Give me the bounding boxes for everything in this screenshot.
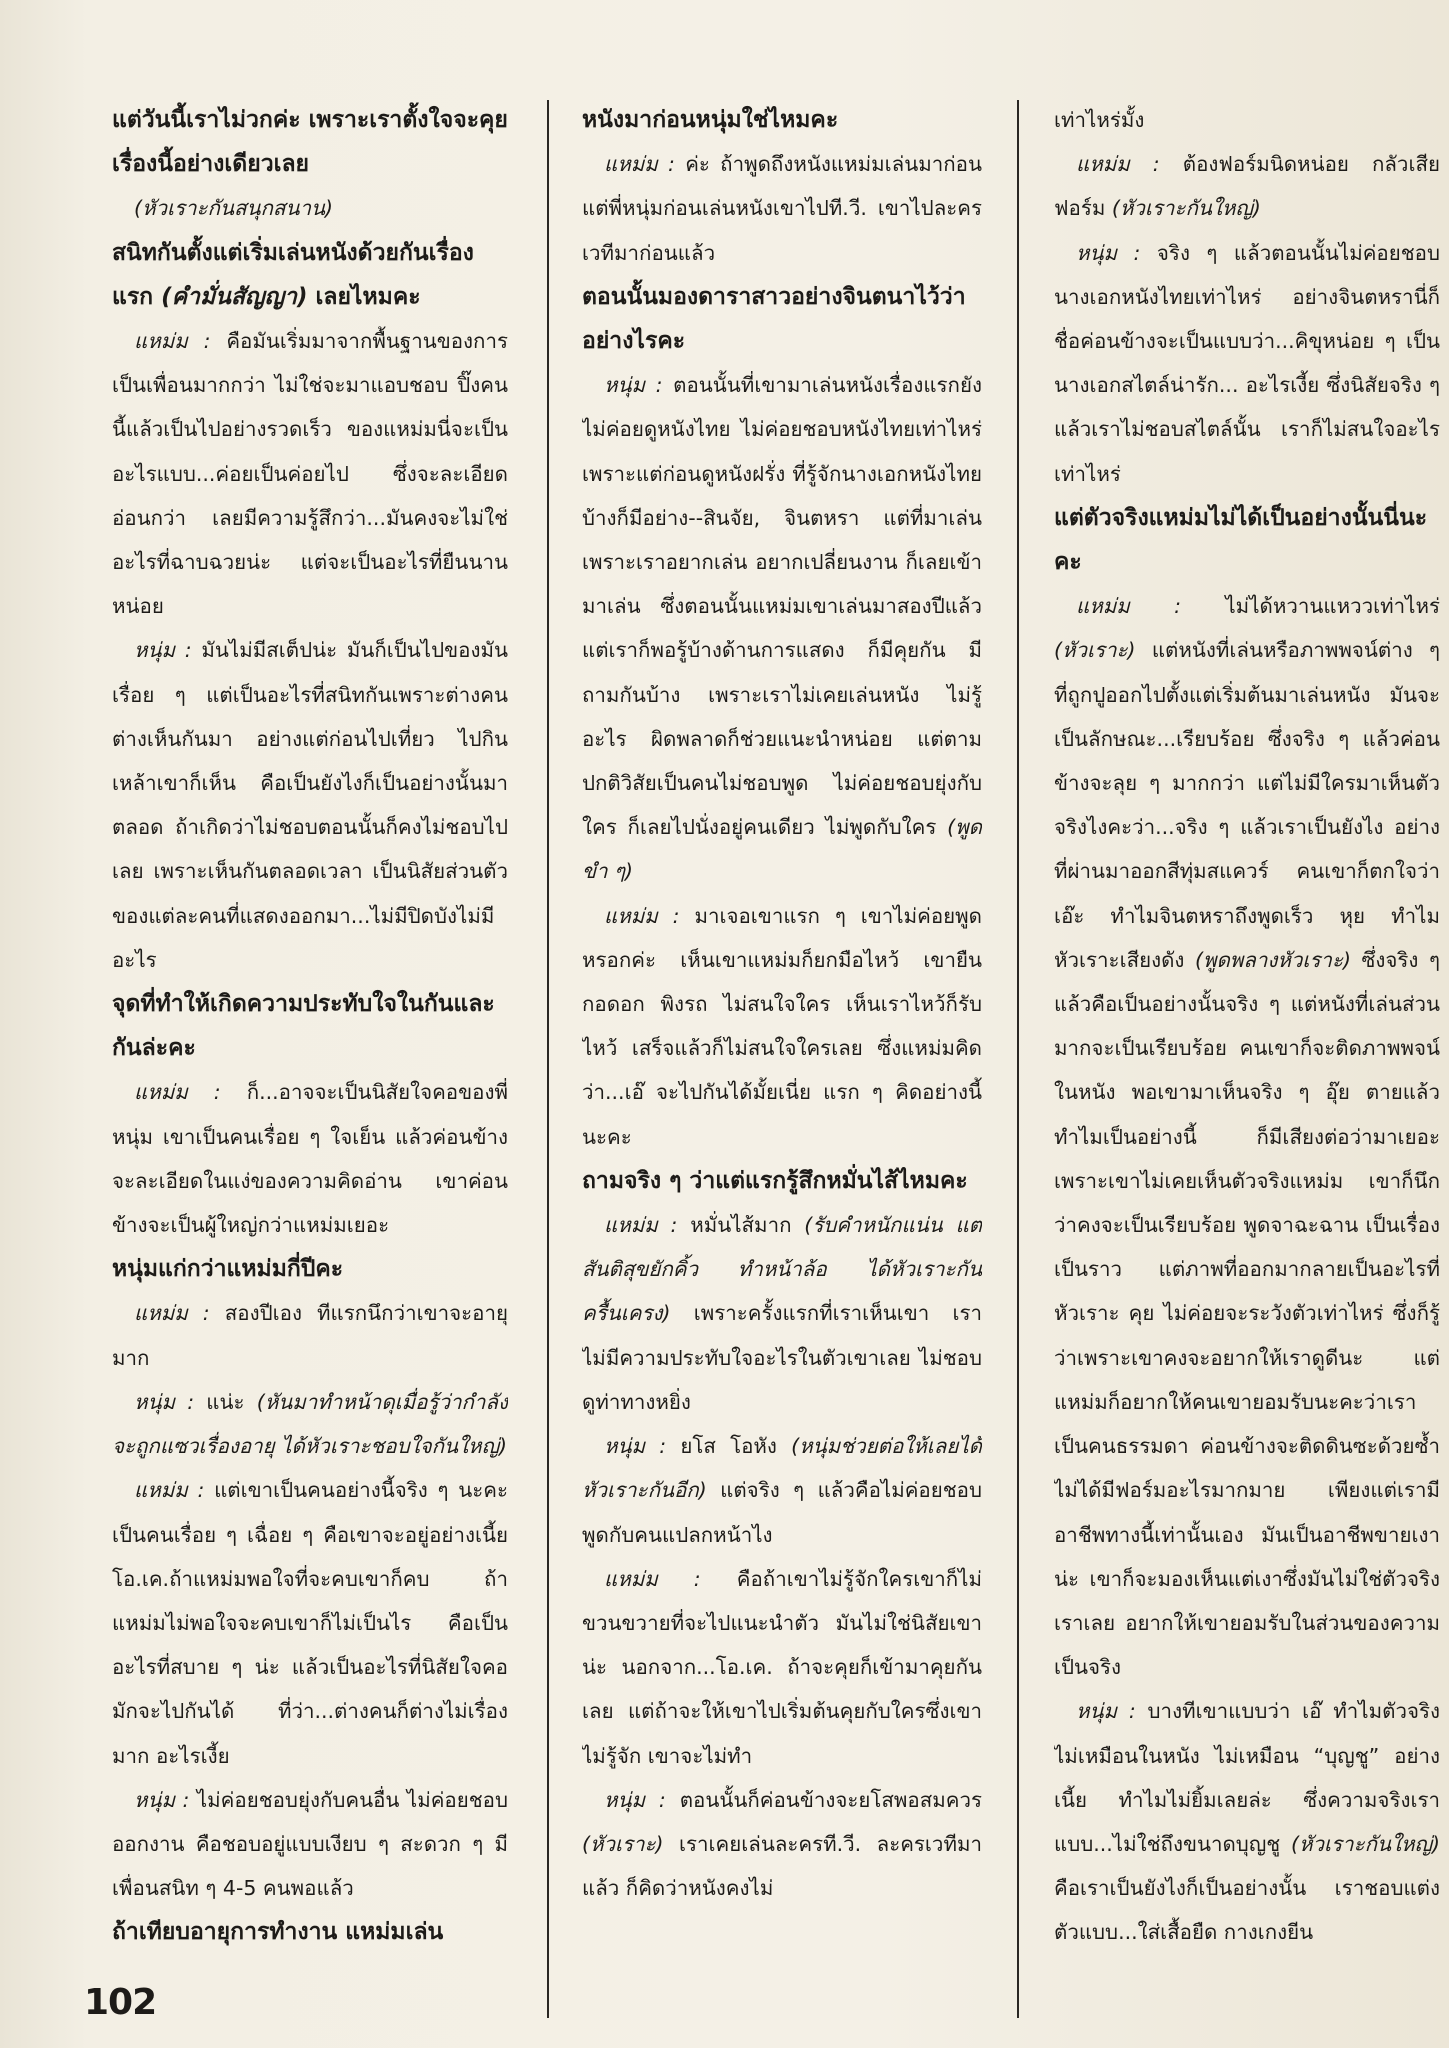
question-text: แต่ตัวจริงแหม่มไม่ได้เป็นอย่างนั้นนี่นะคะ [1054,504,1428,576]
interview-question [582,275,982,363]
interview-answer [112,1291,508,1379]
answer-text: หมั่นไส้มาก [690,1213,792,1238]
speaker-label: หนุ่ม : [134,1787,190,1812]
answer-text: ยโส โอหัง [680,1434,777,1459]
answer-text: ต้องฟอร์มนิดหน่อย กลัวเสียฟอร์ม [1054,152,1440,221]
answer-text: คือเราเป็นยังไงก็เป็นอย่างนั้น เราชอบแต่งตัวแบบ...ใส่เสื้อยืด กางเกงยีน [1054,1876,1440,1945]
aside-note: (พูดขำ ๆ) [582,815,982,884]
answer-text: ไม่ได้หวานแหววเท่าไหร่ [1225,594,1440,619]
interview-answer [582,1778,982,1911]
aside-note: (หัวเราะกันสนุกสนาน) [134,196,333,221]
speaker-label: หนุ่ม : [134,1389,195,1414]
answer-text: คือถ้าเขาไม่รู้จักใครเขาก็ไม่ขวนขวายที่จะไปแนะนำตัว มันไม่ใช่นิสัยเขาน่ะ นอกจาก...โอ.เค. ถ้าจะคุยก็เข้ามาคุยกันเลย แต่ถ้าจะให้เขาไปเริ่มต้นคุยกับใครซึ่งเขาไม่รู้จัก เขาจะไม่ทำ [582,1566,982,1768]
question-text: จุดที่ทำให้เกิดความประทับใจในกันและกันล่ะคะ [112,991,495,1062]
text-column-2 [582,98,982,2028]
interview-question [112,231,508,319]
interview-question [1054,496,1440,584]
speaker-label: หนุ่ม : [604,1787,666,1812]
speaker-label: แหม่ม : [604,1566,701,1591]
interview-question [112,98,508,186]
answer-text: แต่หนังที่เล่นหรือภาพพจน์ต่าง ๆ ที่ถูกปูออกไปตั้งแต่เริ่มต้นมาเล่นหนัง มันจะเป็นลักษณะ...เรียบร้อย ซึ่งจริง ๆ แล้วค่อนข้างจะลุย ๆ มากกว่า แต่ไม่มีใครมาเห็นตัวจริงไงคะว่า...จริง ๆ แล้วเราเป็นยังไง อย่างที่ผ่านมาออกสีทุ่มสแควร์ คนเขาก็ตกใจว่า เอ๊ะ ทำไมจินตหราถึงพูดเร็ว หุย ทำไมหัวเราะเสียงดัง [1054,638,1440,972]
answer-text: เราเคยเล่นละครที.วี. ละครเวทีมาแล้ว ก็คิดว่าหนังคงไม่ [582,1831,982,1901]
speaker-label: แหม่ม : [604,903,680,928]
interview-answer [112,1070,508,1247]
interview-answer [112,1380,508,1468]
aside-note: (คำมั่นสัญญา) [161,283,308,310]
interview-answer [582,142,982,275]
question-text: หนุ่มแก่กว่าแหม่มกี่ปีคะ [112,1256,344,1283]
speaker-label: แหม่ม : [1076,152,1160,177]
speaker-label: หนุ่ม : [1076,1699,1136,1724]
answer-text: ก็...อาจจะเป็นนิสัยใจคอของพี่หนุ่ม เขาเป็นคนเรื่อย ๆ ใจเย็น แล้วค่อนข้างจะละเอียดในแง่ของความคิดอ่าน เขาค่อนข้างจะเป็นผู้ใหญ่กว่าแหม่มเยอะ [112,1080,508,1238]
aside-note: (หัวเราะกันใหญ่) [1111,196,1261,221]
aside-note: (หนุ่มช่วยต่อให้เลยได้หัวเราะกันอีก) [582,1434,982,1503]
speaker-label: แหม่ม : [134,1301,210,1326]
answer-text: มาเจอเขาแรก ๆ เขาไม่ค่อยพูดหรอกค่ะ เห็นเขาแหม่มก็ยกมือไหว้ เขายืนกอดอก พิงรถ ไม่สนใจใคร เห็นเราไหว้ก็รับไหว้ เสร็จแล้วก็ไม่สนใจใครเลย ซึ่งแหม่มคิดว่า...เอ๊ จะไปกันได้มั้ยเนี่ย แรก ๆ คิดอย่างนี้นะคะ [582,903,982,1149]
paragraph [1054,98,1440,142]
answer-text: ไม่ค่อยชอบยุ่งกับคนอื่น ไม่ค่อยชอบออกงาน คือชอบอยู่แบบเงียบ ๆ สะดวก ๆ มีเพื่อนสนิท ๆ 4-5 คนพอแล้ว [112,1787,508,1901]
question-text: ถ้าเทียบอายุการทำงาน แหม่มเล่น [112,1919,444,1946]
interview-answer [582,1424,982,1557]
aside-note: (หันมาทำหน้าดุเมื่อรู้ว่ากำลังจะถูกแซวเรื่องอายุ ได้หัวเราะชอบใจกันใหญ่) [112,1389,508,1459]
interview-answer [112,1778,508,1911]
aside-note: (รับคำหนักแน่น แต่สันติสุขยักคิ้ว ทำหน้าล้อ ได้หัวเราะกันครื้นเครง) [582,1213,982,1326]
interview-answer [112,319,508,628]
aside-note: (พูดพลางหัวเราะ) [1194,947,1351,972]
interview-answer [1054,584,1440,1689]
interview-answer [1054,142,1440,230]
speaker-label: แหม่ม : [134,1478,205,1503]
interview-answer [582,363,982,893]
answer-text: บางทีเขาแบบว่า เอ๊ ทำไมตัวจริงไม่เหมือนในหนัง ไม่เหมือน “บุญชู” อย่างเนี้ย ทำไมไม่ยิ้มเลยล่ะ ซึ่งความจริงเราแบบ...ไม่ใช่ถึงขนาดบุญชู [1054,1699,1440,1856]
interview-answer [582,1203,982,1424]
interview-answer [582,894,982,1159]
answer-text: ค่ะ ถ้าพูดถึงหนังแหม่มเล่นมาก่อน แต่พี่หนุ่มก่อนเล่นหนังเขาไปที.วี. เขาไปละครเวทีมาก่อนแล้ว [582,152,982,265]
interview-answer [1054,231,1440,496]
page-number: 102 [84,1982,157,2023]
answer-text: แน่ะ [206,1389,245,1414]
speaker-label: แหม่ม : [604,152,675,177]
aside-note: (หัวเราะกันใหญ่) [1291,1831,1440,1856]
speaker-label: หนุ่ม : [604,1434,667,1459]
question-text: ถามจริง ๆ ว่าแต่แรกรู้สึกหมั่นไส้ไหมคะ [582,1167,968,1194]
question-text: หนังมาก่อนหนุ่มใช่ไหมคะ [582,107,839,133]
interview-question [112,982,508,1070]
answer-text: เลยไหมคะ [315,283,421,310]
speaker-label: แหม่ม : [134,1080,221,1105]
speaker-label: หนุ่ม : [604,373,663,398]
answer-text: เพราะครั้งแรกที่เราเห็นเขา เราไม่มีความประทับใจอะไรในตัวเขาเลย ไม่ชอบ ดูท่าทางหยิ่ง [582,1301,982,1414]
answer-text: เท่าไหร่มั้ง [1054,108,1145,132]
interview-answer [112,1468,508,1777]
interview-answer [1054,1689,1440,1954]
question-text: แต่วันนี้เราไม่วกค่ะ เพราะเราตั้งใจจะคุยเรื่องนี้อย่างเดียวเลย [112,107,508,178]
interview-question [112,1910,508,1954]
answer-text: มันไม่มีสเต็ปน่ะ มันก็เป็นไปของมันเรื่อย ๆ แต่เป็นอะไรที่สนิทกันเพราะต่างคนต่างเห็นกันมา อย่างแต่ก่อนไปเที่ยว ไปกินเหล้าเขาก็เห็น คือเป็นยังไงก็เป็นอย่างนั้นมาตลอด ถ้าเกิดว่าไม่ชอบตอนนั้นก็คงไม่ชอบไปเลย เพราะเห็นกันตลอดเวลา เป็นนิสัยส่วนตัวของแต่ละคนที่แสดงออกมา...ไม่มีปิดบังไม่มีอะไร [112,638,508,972]
question-text: สนิทกันตั้งแต่เริ่มเล่นหนังด้วยกันเรื่องแรก [112,239,474,310]
speaker-label: หนุ่ม : [1076,240,1141,265]
interview-answer [112,628,508,982]
answer-text: แต่จริง ๆ แล้วคือไม่ค่อยชอบพูดกับคนแปลกหน้าไง [582,1478,982,1547]
answer-text: ซึ่งจริง ๆ แล้วคือเป็นอย่างนั้นจริง ๆ แต่หนังที่เล่นส่วนมากจะเป็นเรียบร้อย คนเขาก็จะติดภาพพจน์ในหนัง พอเขามาเห็นจริง ๆ อุ๊ย ตายแล้ว ทำไมเป็นอย่างนี้ ก็มีเสียงต่อว่ามาเยอะ เพราะเขาไม่เคยเห็นตัวจริงแหม่ม เขาก็นึกว่าคงจะเป็นเรียบร้อย พูดจาฉะฉาน เป็นเรื่องเป็นราว แต่ภาพที่ออกมากลายเป็นอะไรที่หัวเราะ คุย ไม่ค่อยจะระวังตัวเท่าไหร่ ซึ่งก็รู้ว่าเพราะเขาคงจะอยากให้เราดูดีนะ แต่แหม่มก็อยากให้คนเขายอมรับนะคะว่าเราเป็นคนธรรมดา ค่อนข้างจะติดดินซะด้วยซ้ำ ไม่ได้มีฟอร์มอะไรมากมาย เพียงแต่เรามีอาชีพทางนี้เท่านั้นเอง มันเป็นอาชีพขายเงาน่ะ เขาก็จะมองเห็นแต่เงาซึ่งมันไม่ใช่ตัวจริงเราเลย อยากให้เขายอมรับในส่วนของความเป็นจริง [1054,947,1440,1680]
answer-text: จริง ๆ แล้วตอนนั้นไม่ค่อยชอบนางเอกหนังไทยเท่าไหร่ อย่างจินตหรานี่ก็ชื่อค่อนข้างจะเป็นแบบว่า...คิขุหน่อย ๆ เป็นนางเอกสไตล์น่ารัก... อะไรเงี้ย ซึ่งนิสัยจริง ๆ แล้วเราไม่ชอบสไตล์นั้น เราก็ไม่สนใจอะไรเท่าไหร่ [1054,240,1440,486]
interview-question [582,1159,982,1203]
speaker-label: แหม่ม : [134,329,211,354]
speaker-label: แหม่ม : [1076,594,1182,619]
column-divider-1 [547,100,549,2018]
stage-note [112,186,508,230]
answer-text: แต่เขาเป็นคนอย่างนี้จริง ๆ นะคะ เป็นคนเรื่อย ๆ เฉื่อย ๆ คือเขาจะอยู่อย่างเนี้ย โอ.เค.ถ้าแหม่มพอใจที่จะคบเขาก็คบ ถ้าแหม่มไม่พอใจจะคบเขาก็ไม่เป็นไร คือเป็นอะไรที่สบาย ๆ น่ะ แล้วเป็นอะไรที่นิสัยใจคอมักจะไปกันได้ ที่ว่า...ต่างคนก็ต่างไม่เรื่องมาก อะไรเงี้ย [112,1478,508,1768]
aside-note: (หัวเราะ) [1054,638,1136,663]
answer-text: คือมันเริ่มมาจากพื้นฐานของการเป็นเพื่อนมากกว่า ไม่ใช่จะมาแอบชอบ ปิ๊งคนนี้แล้วเป็นไปอย่างรวดเร็ว ของแหม่มนี่จะเป็นอะไรแบบ...ค่อยเป็นค่อยไป ซึ่งจะละเอียดอ่อนกว่า เลยมีความรู้สึกว่า...มันคงจะไม่ใช่อะไรที่ฉาบฉวยน่ะ แต่จะเป็นอะไรที่ยืนนานหน่อย [112,329,508,619]
interview-question [112,1247,508,1291]
speaker-label: แหม่ม : [604,1213,678,1238]
speaker-label: หนุ่ม : [134,638,192,663]
text-column-3 [1054,98,1440,2028]
answer-text: ตอนนั้นก็ค่อนข้างจะยโสพอสมควร [679,1787,982,1812]
interview-question [582,98,982,142]
aside-note: (หัวเราะ) [582,1831,664,1856]
question-text: ตอนนั้นมองดาราสาวอย่างจินตนาไว้ว่าอย่างไรคะ [582,283,966,355]
answer-text: ตอนนั้นที่เขามาเล่นหนังเรื่องแรกยังไม่ค่อยดูหนังไทย ไม่ค่อยชอบหนังไทยเท่าไหร่ เพราะแต่ก่อนดูหนังฝรั่ง ที่รู้จักนางเอกหนังไทยบ้างก็มีอย่าง--สินจัย, จินตหรา แต่ที่มาเล่นเพราะเราอยากเล่น อยากเปลี่ยนงาน ก็เลยเข้ามาเล่น ซึ่งตอนนั้นแหม่มเขาเล่นมาสองปีแล้ว แต่เราก็พอรู้บ้างด้านการแสดง ก็มีคุยกัน มีถามกันบ้าง เพราะเราไม่เคยเล่นหนัง ไม่รู้อะไร ผิดพลาดก็ช่วยแนะนำหน่อย แต่ตามปกติวิสัยเป็นคนไม่ชอบพูด ไม่ค่อยชอบยุ่งกับใคร ก็เลยไปนั่งอยู่คนเดียว ไม่พูดกับใคร [582,373,982,840]
answer-text: สองปีเอง ทีแรกนึกว่าเขาจะอายุมาก [112,1301,508,1370]
interview-answer [582,1557,982,1778]
text-column-1 [112,98,508,2028]
column-divider-2 [1017,100,1019,2018]
